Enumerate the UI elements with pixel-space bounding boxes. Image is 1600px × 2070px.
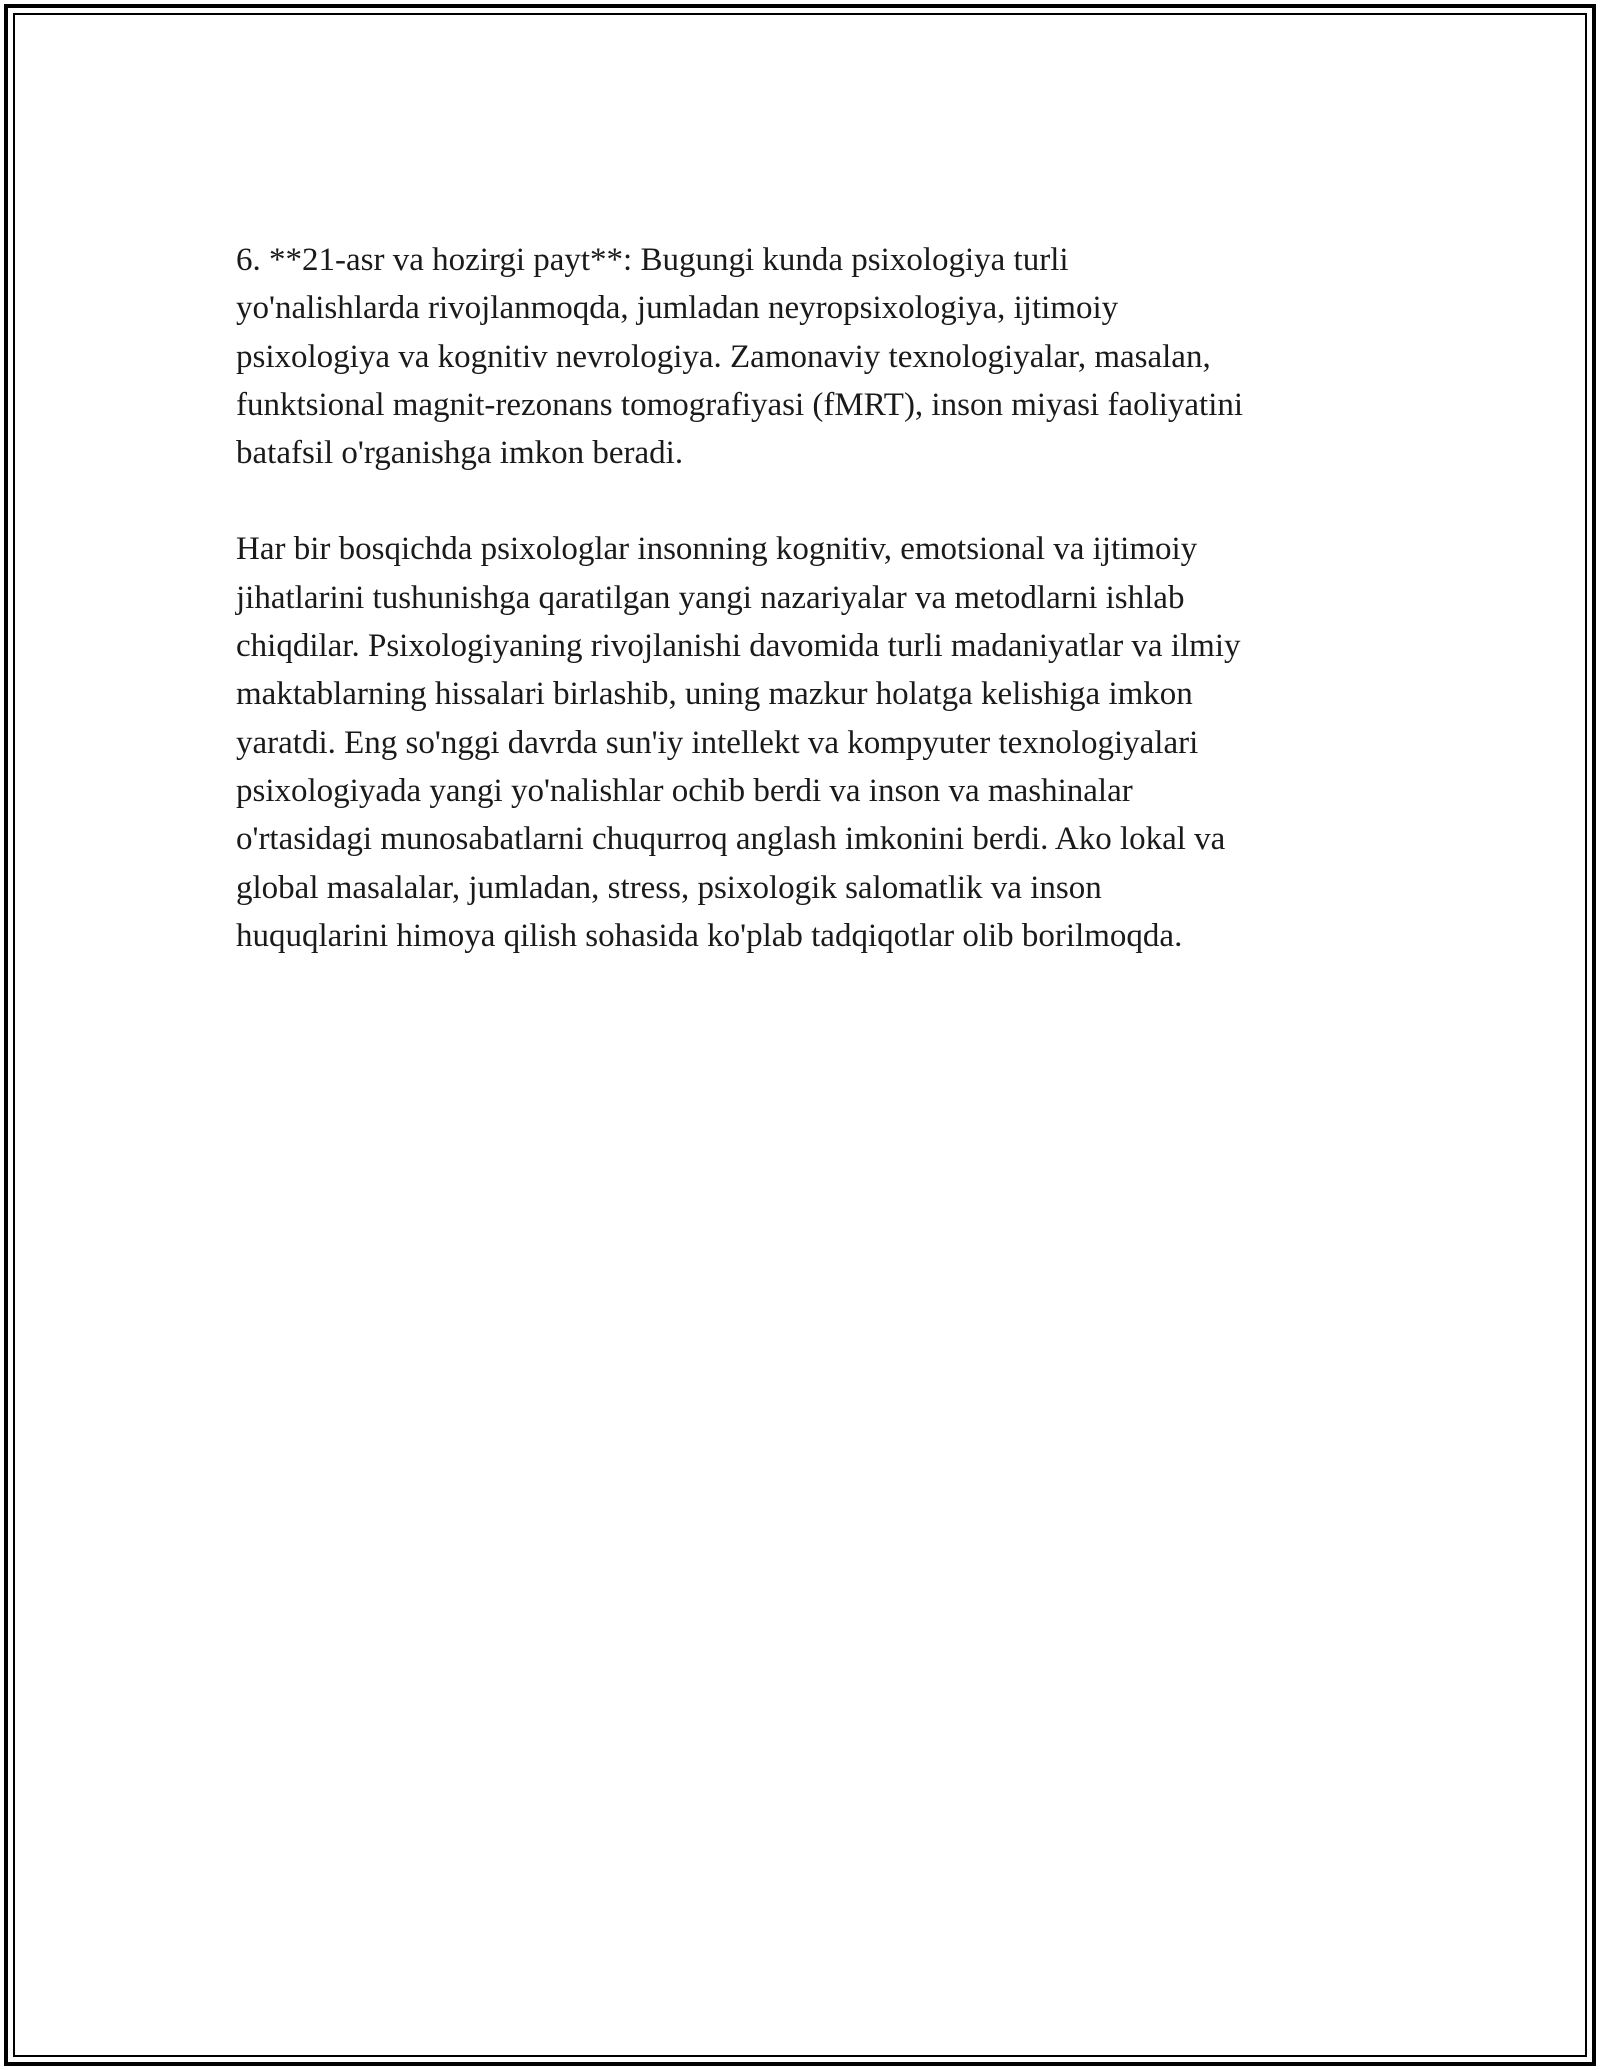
text-line: chiqdilar. Psixologiyaning rivojlanishi davomida turli madaniyatlar va ilmiy — [236, 628, 1241, 665]
text-line: psixologiya va kognitiv nevrologiya. Zamonaviy texnologiyalar, masalan, — [236, 338, 1211, 375]
text-line: psixologiyada yangi yo'nalishlar ochib berdi va inson va mashinalar — [236, 772, 1133, 809]
text-line: Har bir bosqichda psixologlar insonning kognitiv, emotsional va ijtimoiy — [236, 531, 1198, 568]
text-line: yaratdi. Eng so'nggi davrda sun'iy intellekt va kompyuter texnologiyalari — [236, 724, 1199, 761]
document-body — [236, 236, 1386, 960]
text-line: funktsional magnit-rezonans tomografiyasi (fMRT), inson miyasi faoliyatini — [236, 386, 1244, 423]
text-line: batafsil o'rganishga imkon beradi. — [236, 435, 684, 472]
text-line: yo'nalishlarda rivojlanmoqda, jumladan neyropsixologiya, ijtimoiy — [236, 290, 1119, 327]
paragraph-modern-era — [236, 236, 1386, 477]
text-line: o'rtasidagi munosabatlarni chuqurroq anglash imkonini berdi. Ako lokal va — [236, 821, 1226, 858]
text-line: jihatlarini tushunishga qaratilgan yangi nazariyalar va metodlarni ishlab — [236, 579, 1185, 616]
text-line: global masalalar, jumladan, stress, psixologik salomatlik va inson — [236, 869, 1102, 906]
text-line: maktablarning hissalari birlashib, uning mazkur holatga kelishiga imkon — [236, 676, 1193, 713]
paragraph-summary — [236, 525, 1386, 960]
text-line: 6. **21-asr va hozirgi payt**: Bugungi kunda psixologiya turli — [236, 242, 1069, 278]
text-line: huquqlarini himoya qilish sohasida ko'plab tadqiqotlar olib borilmoqda. — [236, 917, 1183, 954]
